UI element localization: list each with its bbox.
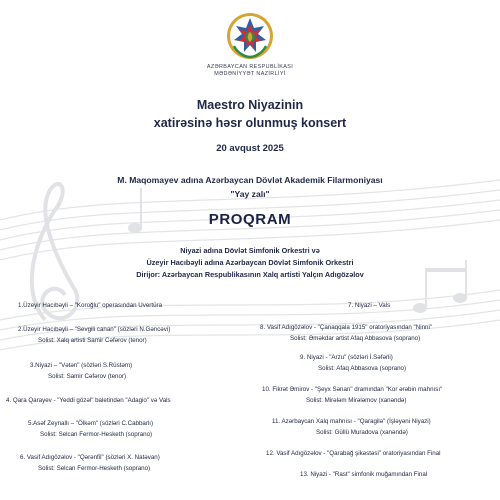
program-item-title: 4. Qara Qarayev - "Yeddi gözəl" baletindən "Adagio" və Vals <box>6 397 171 404</box>
program-item-title: 11. Azərbaycan Xalq mahnısı - "Qaragilə" (İşləyəni Niyazi) <box>272 418 431 425</box>
program-item-title: 1.Üzeyir Hacıbəyli – "Koroğlu" operasından Uvertüra <box>18 302 163 309</box>
program-item-title: 8. Vasif Adıgözəlov - "Çanaqqala 1915" oratoriyasından "Ninni" <box>260 324 433 331</box>
program-item-soloist: Solist: Selcan Fermor-Hesketh (soprano) <box>40 431 153 438</box>
azerbaijan-state-emblem-icon <box>226 12 274 60</box>
orchestra-line-1: Niyazi adına Dövlət Simfonik Orkestri və <box>180 246 320 255</box>
conductor-line: Dirijor: Azərbaycan Respublikasının Xalq artisti Yalçın Adıgözəlov <box>136 270 364 279</box>
venue-name: M. Maqomayev adına Azərbaycan Dövlət Akademik Filarmoniyası <box>117 175 383 185</box>
program-item-title: 3.Niyazi – "Vətən" (sözləri S.Rüstəm) <box>30 362 133 369</box>
program-item-soloist: Solist: Selcan Fermor-Hesketh (soprano) <box>38 465 151 472</box>
program-item-soloist: Solist: Xalq artisti Samir Cəfərov (tenor) <box>38 337 147 344</box>
program-item-title: 2.Üzeyir Hacıbəyli – "Sevgili canan" (sözləri N.Gəncəvi) <box>18 326 171 333</box>
program-item-title: 13. Niyazi - "Rast" simfonik muğamından Final <box>300 471 428 478</box>
program-item-soloist: Solist: Əməkdar artist Afaq Abbasova (soprano) <box>290 335 421 342</box>
program-item-title: 10. Fikrət Əmirov - "Şeyx Sənan" dramından "Kor ərəbin mahnısı" <box>262 386 443 393</box>
program-item-title: 7. Niyazi – Vals <box>348 302 391 309</box>
concert-date: 20 avqust 2025 <box>216 143 284 154</box>
concert-title-line-1: Maestro Niyazinin <box>196 98 304 112</box>
program-item-soloist: Solist: Mirələm Mirələmov (xanəndə) <box>306 397 407 404</box>
program-item-title: 5.Asəf Zeynallı – "Ölkəm" (sözləri C.Cabbarlı) <box>28 420 154 427</box>
orchestra-line-2: Üzeyir Hacıbəyli adına Azərbaycan Dövlət Simfonik Orkestri <box>146 258 354 267</box>
concert-title-line-2: xatirəsinə həsr olunmuş konsert <box>153 116 347 130</box>
program-item-title: 12. Vasif Adıgözəlov - "Qarabağ şikəstəsi" oratoriyasından Final <box>266 450 441 457</box>
program-item-title: 9. Niyazi - "Arzu" (sözləri İ.Səfərli) <box>300 354 393 361</box>
program-item-soloist: Solist: Güllü Muradova (xanəndə) <box>316 429 408 436</box>
program-heading: PROQRAM <box>208 211 292 228</box>
program-item-soloist: Solist: Afaq Abbasova (soprano) <box>318 365 407 372</box>
venue-hall: "Yay zalı" <box>230 189 270 199</box>
ministry-line-1: AZƏRBAYCAN RESPUBLİKASI <box>206 64 294 70</box>
program-item-title: 6. Vasif Adıgözəlov - "Qərənfil" (sözləri X. Natəvan) <box>20 454 160 461</box>
program-item-soloist: Solist: Samir Cəfərov (tenor) <box>48 373 127 380</box>
ministry-line-2: MƏDƏNİYYƏT NAZİRLİYİ <box>214 71 286 77</box>
